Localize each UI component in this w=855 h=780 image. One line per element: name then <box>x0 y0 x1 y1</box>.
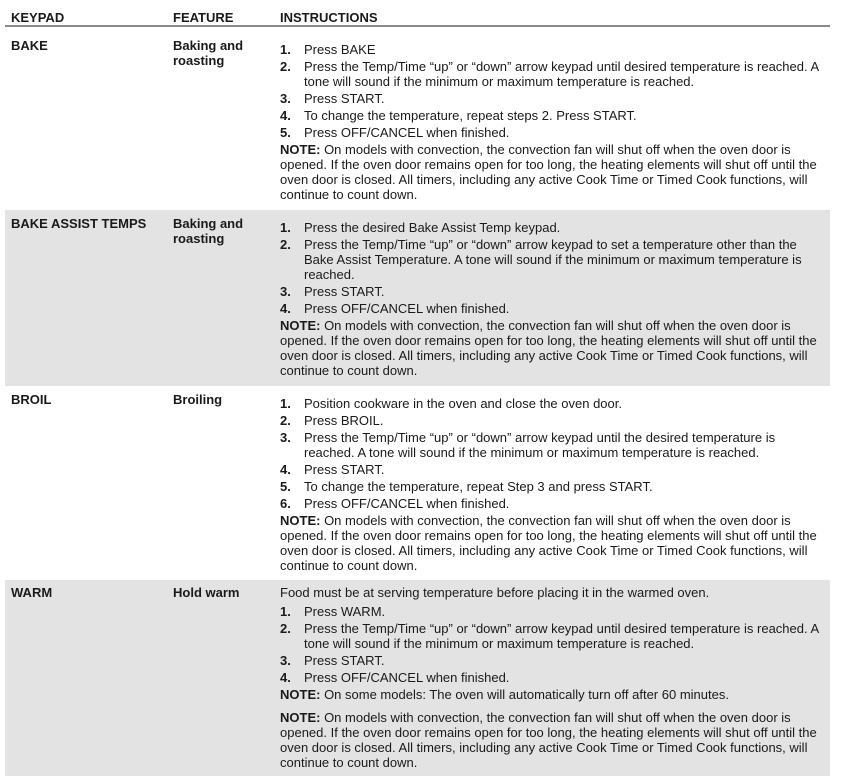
intro-text: Food must be at serving temperature before placing it in the warmed oven. <box>280 585 710 600</box>
step-item: 2. Press the Temp/Time “up” or “down” arrow keypad to set a temperature other than the Bake Assist Temperature. A tone will sound if the minimum or maximum temperature is reached. <box>280 237 802 282</box>
step-item: 3. Press START. <box>280 653 385 668</box>
step-item: 3. Press START. <box>280 284 385 299</box>
step-item: 4. Press START. <box>280 462 385 477</box>
feature-name: Baking and roasting <box>173 38 244 68</box>
feature-column-header: FEATURE <box>173 10 234 25</box>
step-item: 3. Press START. <box>280 91 385 106</box>
step-item: 5. Press OFF/CANCEL when finished. <box>280 125 510 140</box>
instructions-cell <box>280 580 825 770</box>
note-text-auto-off: NOTE: On some models: The oven will automatically turn off after 60 minutes. <box>280 687 729 702</box>
feature-name: Baking and roasting <box>173 216 244 246</box>
table-header <box>5 3 830 27</box>
note-text: NOTE: On models with convection, the convection fan will shut off when the oven door is opened. If the oven door remains open for too long, the heating elements will shut off until the oven door is closed. All timers, including any active Cook Time or Timed Cook functions, will continue to count down. <box>280 318 817 378</box>
step-item: 1. Press WARM. <box>280 604 386 619</box>
keypad-name: BAKE <box>11 38 48 53</box>
instructions-cell <box>280 386 825 573</box>
note-text: NOTE: On models with convection, the convection fan will shut off when the oven door is opened. If the oven door remains open for too long, the heating elements will shut off until the oven door is closed. All timers, including any active Cook Time or Timed Cook functions, will continue to count down. <box>280 142 817 202</box>
note-text: NOTE: On models with convection, the convection fan will shut off when the oven door is opened. If the oven door remains open for too long, the heating elements will shut off until the oven door is closed. All timers, including any active Cook Time or Timed Cook functions, will continue to count down. <box>280 710 817 770</box>
step-item: 2. Press the Temp/Time “up” or “down” arrow keypad until desired temperature is reached. A tone will sound if the minimum or maximum temperature is reached. <box>280 621 819 651</box>
table-row-bake <box>5 27 830 210</box>
step-item: 4. Press OFF/CANCEL when finished. <box>280 301 510 316</box>
step-item: 2. Press BROIL. <box>280 413 384 428</box>
step-item: 3. Press the Temp/Time “up” or “down” arrow keypad until the desired temperature is reached. A tone will sound if the minimum or maximum temperature is reached. <box>280 430 776 460</box>
keypad-name: BROIL <box>11 392 52 407</box>
step-item: 1. Press BAKE <box>280 42 376 57</box>
note-text: NOTE: On models with convection, the convection fan will shut off when the oven door is opened. If the oven door remains open for too long, the heating elements will shut off until the oven door is closed. All timers, including any active Cook Time or Timed Cook functions, will continue to count down. <box>280 513 817 573</box>
step-item: 6. Press OFF/CANCEL when finished. <box>280 496 510 511</box>
step-item: 1. Position cookware in the oven and close the oven door. <box>280 396 622 411</box>
step-item: 1. Press the desired Bake Assist Temp keypad. <box>280 220 561 235</box>
keypad-name: BAKE ASSIST TEMPS <box>11 216 147 231</box>
instructions-cell <box>280 210 825 378</box>
feature-name: Broiling <box>173 392 223 407</box>
instructions-cell <box>280 27 825 202</box>
instructions-column-header: INSTRUCTIONS <box>280 10 378 25</box>
step-item: 5. To change the temperature, repeat Step 3 and press START. <box>280 479 653 494</box>
step-item: 2. Press the Temp/Time “up” or “down” arrow keypad until desired temperature is reached. A tone will sound if the minimum or maximum temperature is reached. <box>280 59 819 89</box>
step-item: 4. To change the temperature, repeat steps 2. Press START. <box>280 108 637 123</box>
step-item: 4. Press OFF/CANCEL when finished. <box>280 670 510 685</box>
feature-name: Hold warm <box>173 585 240 600</box>
table-row-warm <box>5 580 830 776</box>
keypad-name: WARM <box>11 585 53 600</box>
table-row-broil <box>5 386 830 580</box>
table-row-bake-assist-temps <box>5 210 830 386</box>
keypad-column-header: KEYPAD <box>11 10 65 25</box>
keypad-feature-table <box>5 3 830 776</box>
